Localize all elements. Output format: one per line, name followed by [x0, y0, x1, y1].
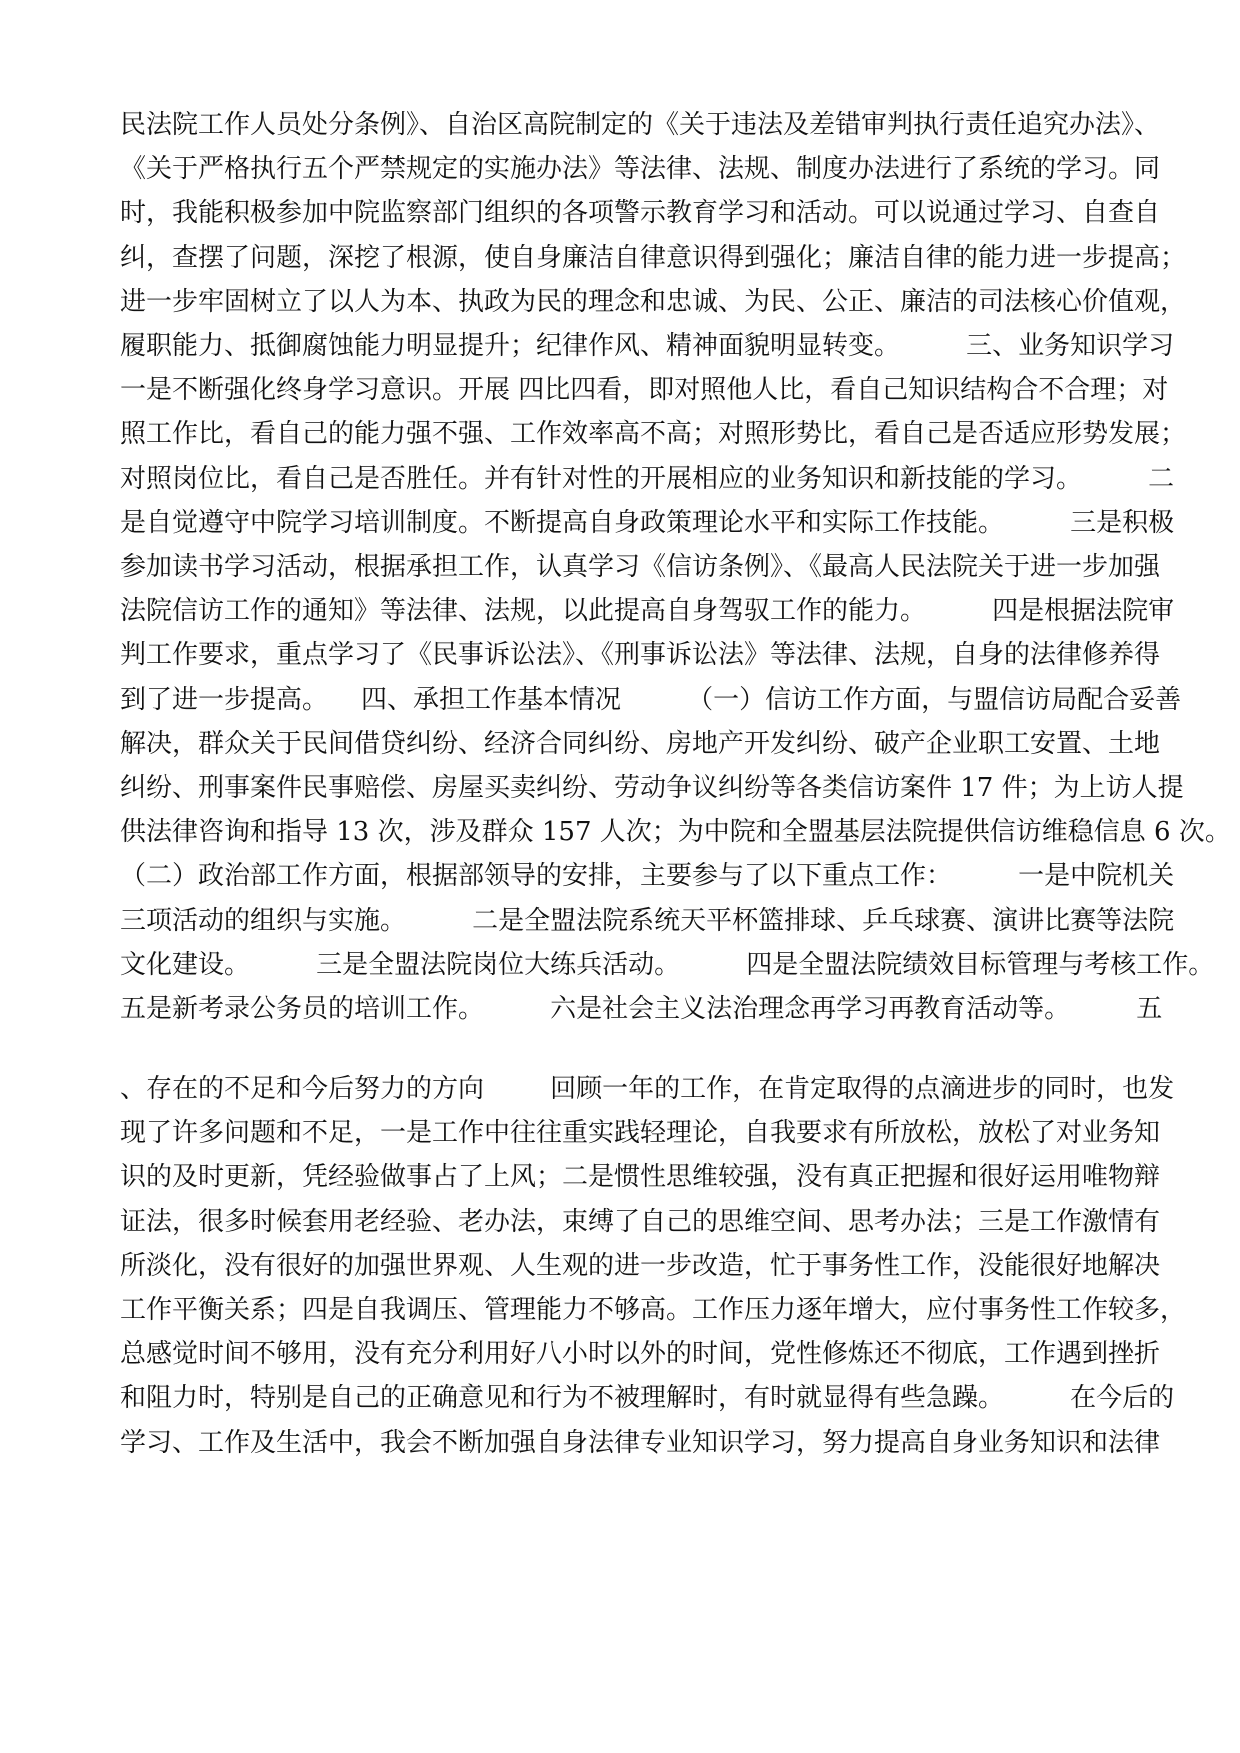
paragraph-line: 和阻力时，特别是自己的正确意见和行为不被理解时，有时就显得有些急躁。 在今后的 — [120, 1383, 1175, 1414]
paragraph-line: 进一步牢固树立了以人为本、执政为民的理念和忠诚、为民、公正、廉洁的司法核心价值观， — [120, 286, 1187, 317]
paragraph-line: 到了进一步提高。 四、承担工作基本情况 （一）信访工作方面，与盟信访局配合妥善 — [120, 684, 1182, 715]
paragraph-line: 三项活动的组织与实施。 二是全盟法院系统天平杯篮排球、乒乓球赛、演讲比赛等法院 — [120, 905, 1175, 936]
paragraph-line: 总感觉时间不够用，没有充分利用好八小时以外的时间，党性修炼还不彻底，工作遇到挫折 — [120, 1339, 1161, 1370]
paragraph-line: 参加读书学习活动，根据承担工作，认真学习《信访条例》、《最高人民法院关于进一步加强 — [120, 552, 1161, 582]
paragraph-line: 文化建设。 三是全盟法院岗位大练兵活动。 四是全盟法院绩效目标管理与考核工作。 — [120, 949, 1215, 980]
paragraph-line: 时，我能积极参加中院监察部门组织的各项警示教育学习和活动。可以说通过学习、自查自 — [120, 198, 1161, 229]
paragraph-line: 证法，很多时候套用老经验、老办法，束缚了自己的思维空间、思考办法；三是工作激情有 — [120, 1206, 1161, 1237]
paragraph-line: 对照岗位比，看自己是否胜任。并有针对性的开展相应的业务知识和新技能的学习。 二 — [120, 463, 1175, 494]
paragraph-line: 、存在的不足和今后努力的方向 回顾一年的工作，在肯定取得的点滴进步的同时，也发 — [120, 1074, 1175, 1104]
paragraph-line: 供法律咨询和指导 13 次，涉及群众 157 人次；为中院和全盟基层法院提供信访维稳信息 6 次。 — [120, 817, 1231, 848]
paragraph-line: 一是不断强化终身学习意识。开展 四比四看，即对照他人比，看自己知识结构合不合理；对 — [120, 375, 1169, 406]
paragraph-line: 履职能力、抵御腐蚀能力明显提升；纪律作风、精神面貌明显转变。 三、业务知识学习 — [120, 331, 1175, 361]
paragraph-line: 判工作要求，重点学习了《民事诉讼法》、《刑事诉讼法》等法律、法规，自身的法律修养得 — [120, 640, 1161, 671]
paragraph-line: （二）政治部工作方面，根据部领导的安排，主要参与了以下重点工作： 一是中院机关 — [120, 861, 1175, 892]
paragraph-line: 学习、工作及生活中，我会不断加强自身法律专业知识学习，努力提高自身业务知识和法律 — [120, 1427, 1161, 1458]
paragraph-line: 解决，群众关于民间借贷纠纷、经济合同纠纷、房地产开发纠纷、破产企业职工安置、土地 — [120, 728, 1161, 759]
paragraph-line: 纠纷、刑事案件民事赔偿、房屋买卖纠纷、劳动争议纠纷等各类信访案件 17 件；为上访人提 — [120, 773, 1184, 803]
paragraph-line: 现了许多问题和不足，一是工作中往往重实践轻理论，自我要求有所放松，放松了对业务知 — [120, 1118, 1161, 1149]
paragraph-line: 工作平衡关系；四是自我调压、管理能力不够高。工作压力逐年增大，应付事务性工作较多， — [120, 1295, 1187, 1325]
paragraph-line: 《关于严格执行五个严禁规定的实施办法》等法律、法规、制度办法进行了系统的学习。同 — [120, 154, 1161, 185]
paragraph-line: 民法院工作人员处分条例》、自治区高院制定的《关于违法及差错审判执行责任追究办法》、 — [120, 110, 1161, 140]
paragraph-line: 纠，查摆了问题，深挖了根源，使自身廉洁自律意识得到强化；廉洁自律的能力进一步提高； — [120, 242, 1187, 273]
paragraph-line: 是自觉遵守中院学习培训制度。不断提高自身政策理论水平和实际工作技能。 三是积极 — [120, 507, 1175, 538]
paragraph-line: 法院信访工作的通知》等法律、法规，以此提高自身驾驭工作的能力。 四是根据法院审 — [120, 596, 1175, 627]
paragraph-line: 识的及时更新，凭经验做事占了上风；二是惯性思维较强，没有真正把握和很好运用唯物辩 — [120, 1162, 1161, 1193]
paragraph-line: 五是新考录公务员的培训工作。 六是社会主义法治理念再学习再教育活动等。 五 — [120, 994, 1163, 1024]
paragraph-line: 所淡化，没有很好的加强世界观、人生观的进一步改造，忙于事务性工作，没能很好地解决 — [120, 1250, 1161, 1281]
paragraph-line: 照工作比，看自己的能力强不强、工作效率高不高；对照形势比，看自己是否适应形势发展； — [120, 419, 1187, 450]
